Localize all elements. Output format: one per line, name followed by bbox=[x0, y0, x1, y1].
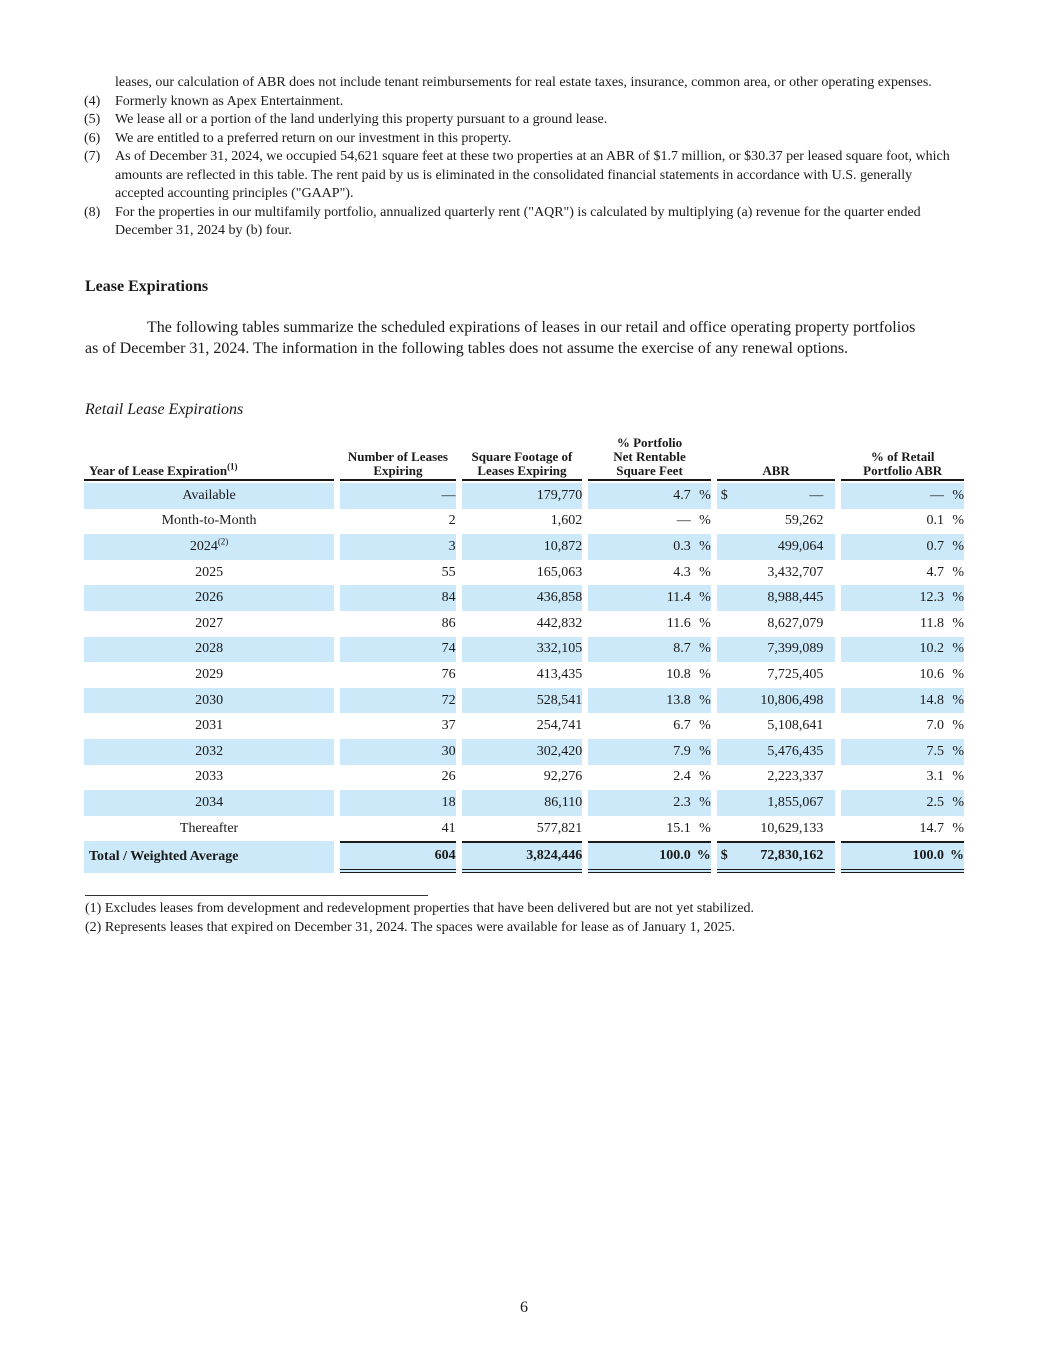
cell-sqft: 442,832 bbox=[536, 615, 583, 631]
cell-pct-abr: 10.6 % bbox=[919, 666, 964, 682]
cell-leases: 30 bbox=[340, 739, 456, 765]
cell-year: 2034 bbox=[84, 790, 334, 816]
cell-abr: $ 72,830,162 bbox=[717, 841, 836, 873]
cell-sqft: 436,858 bbox=[462, 585, 583, 611]
cell-pct-sqft: 13.8 % bbox=[588, 688, 711, 714]
note-item bbox=[84, 204, 964, 241]
cell-sqft: 179,770 bbox=[462, 483, 583, 509]
note-text: We lease all or a portion of the land underlying this property pursuant to a ground lease. bbox=[115, 112, 608, 127]
cell-abr: 7,725,405 bbox=[767, 666, 824, 682]
note-text: For the properties in our multifamily portfolio, annualized quarterly rent ("AQR") is calculated by multiplying (a) revenue for the quarter ended December 31, 2024 by (b) four. bbox=[115, 204, 921, 238]
cell-pct-sqft: 2.3 % bbox=[588, 790, 711, 816]
intro-paragraph: The following tables summarize the scheduled expirations of leases in our retail and office operating property portfolios as of December 31, 2024. The information in the following tables does not assume the exercise of any renewal options. bbox=[85, 319, 916, 357]
cell-abr: 8,627,079 bbox=[767, 615, 824, 631]
cell-pct-sqft: 11.6 % bbox=[666, 615, 711, 631]
cell-sqft: 413,435 bbox=[536, 666, 583, 682]
cell-year: Total / Weighted Average bbox=[84, 841, 334, 873]
cell-pct-sqft: 100.0 % bbox=[588, 841, 711, 873]
table-total-row bbox=[84, 841, 964, 873]
cell-pct-abr: — % bbox=[841, 483, 964, 509]
cell-leases: — bbox=[340, 483, 456, 509]
table-row bbox=[84, 790, 964, 816]
cell-pct-sqft: 4.3 % bbox=[673, 564, 711, 580]
note-number: (7) bbox=[84, 149, 101, 164]
note-number: (6) bbox=[84, 130, 101, 146]
footnote-divider bbox=[85, 895, 428, 896]
cell-pct-sqft: 8.7 % bbox=[588, 637, 711, 663]
note-text: As of December 31, 2024, we occupied 54,621 square feet at these two properties at an ABR of $1.7 million, or $30.37 per leased square foot, which amounts are reflected in this table. The rent paid by us is eliminated in the consolidated financial statements in accordance with U.S. generally accepted accounting principles ("GAAP"). bbox=[115, 149, 950, 201]
cell-pct-sqft: 15.1 % bbox=[666, 820, 711, 836]
cell-pct-abr: 100.0 % bbox=[841, 841, 964, 873]
table-row bbox=[84, 585, 964, 611]
cell-pct-sqft: 2.4 % bbox=[673, 769, 711, 785]
table-row bbox=[84, 534, 964, 560]
cell-abr: 5,476,435 bbox=[717, 739, 836, 765]
table-row bbox=[84, 483, 964, 509]
cell-year: 2025 bbox=[195, 564, 224, 580]
cell-pct-sqft: 4.7 % bbox=[588, 483, 711, 509]
cell-year: 2032 bbox=[84, 739, 334, 765]
cell-pct-abr: 14.7 % bbox=[919, 820, 964, 836]
cell-abr: 7,399,089 bbox=[717, 637, 836, 663]
cell-pct-sqft: 7.9 % bbox=[588, 739, 711, 765]
header-sqft: Square Footage of Leases Expiring bbox=[462, 436, 583, 483]
cell-leases: 84 bbox=[340, 585, 456, 611]
note-item bbox=[84, 74, 964, 93]
cell-pct-abr: 2.5 % bbox=[841, 790, 964, 816]
cell-pct-abr: 4.7 % bbox=[926, 564, 964, 580]
cell-pct-abr: 3.1 % bbox=[926, 769, 964, 785]
cell-pct-sqft: 11.4 % bbox=[588, 585, 711, 611]
cell-sqft: 332,105 bbox=[462, 637, 583, 663]
note-number: (4) bbox=[84, 93, 101, 109]
cell-sqft: 86,110 bbox=[462, 790, 583, 816]
cell-sqft: 92,276 bbox=[543, 769, 583, 785]
cell-pct-sqft: 0.3 % bbox=[588, 534, 711, 560]
cell-abr: 2,223,337 bbox=[767, 769, 824, 785]
table-row bbox=[84, 509, 964, 535]
note-item bbox=[84, 111, 964, 130]
cell-leases: 3 bbox=[340, 534, 456, 560]
cell-leases: 72 bbox=[340, 688, 456, 714]
continued-notes bbox=[84, 74, 964, 241]
cell-leases: 18 bbox=[340, 790, 456, 816]
header-pct-abr: % of Retail Portfolio ABR bbox=[841, 436, 964, 483]
retail-lease-expirations-table bbox=[84, 436, 964, 873]
cell-abr: 499,064 bbox=[717, 534, 836, 560]
table-row bbox=[84, 713, 964, 739]
cell-leases: 74 bbox=[340, 637, 456, 663]
cell-abr: 10,629,133 bbox=[760, 820, 824, 836]
cell-year: 2031 bbox=[195, 718, 224, 734]
cell-abr: 8,988,445 bbox=[717, 585, 836, 611]
cell-leases: 37 bbox=[441, 718, 456, 734]
cell-abr: 59,262 bbox=[784, 513, 824, 529]
footnote-2: (2) Represents leases that expired on December 31, 2024. The spaces were available for lease as of January 1, 2025. bbox=[85, 919, 736, 935]
cell-leases: 26 bbox=[441, 769, 456, 785]
cell-pct-abr: 0.7 % bbox=[841, 534, 964, 560]
cell-sqft: 254,741 bbox=[536, 718, 583, 734]
cell-abr: 3,432,707 bbox=[767, 564, 824, 580]
cell-sqft: 577,821 bbox=[536, 820, 583, 836]
table-title: Retail Lease Expirations bbox=[85, 401, 244, 418]
header-abr: ABR bbox=[717, 436, 836, 483]
cell-abr: 1,855,067 bbox=[717, 790, 836, 816]
cell-sqft: 10,872 bbox=[462, 534, 583, 560]
cell-leases: 55 bbox=[441, 564, 456, 580]
footnotes bbox=[85, 900, 754, 937]
note-item bbox=[84, 93, 964, 112]
table-header-row bbox=[84, 436, 964, 483]
cell-leases: 604 bbox=[340, 841, 456, 873]
note-text: Formerly known as Apex Entertainment. bbox=[115, 93, 344, 109]
cell-leases: 86 bbox=[441, 615, 456, 631]
note-number: (8) bbox=[84, 204, 101, 220]
note-text: leases, our calculation of ABR does not include tenant reimbursements for real estate taxes, insurance, common area, or other operating expenses. bbox=[115, 75, 932, 90]
table-row bbox=[84, 739, 964, 765]
cell-pct-abr: 7.5 % bbox=[841, 739, 964, 765]
footnote-1: (1) Excludes leases from development and redevelopment properties that have been delivered but are not yet stabilized. bbox=[85, 901, 755, 916]
cell-leases: 76 bbox=[441, 666, 456, 682]
cell-year: Available bbox=[84, 483, 334, 509]
cell-pct-abr: 12.3 % bbox=[841, 585, 964, 611]
cell-year: Thereafter bbox=[179, 820, 239, 836]
header-pct-sqft: % Portfolio Net Rentable Square Feet bbox=[588, 436, 711, 483]
cell-year: 2027 bbox=[195, 615, 224, 631]
note-item bbox=[84, 148, 964, 204]
cell-leases: 41 bbox=[441, 820, 456, 836]
cell-abr: 10,806,498 bbox=[717, 688, 836, 714]
table-row bbox=[84, 637, 964, 663]
page-number: 6 bbox=[520, 1299, 528, 1316]
cell-year: Month-to-Month bbox=[161, 513, 257, 529]
cell-sqft: 1,602 bbox=[550, 513, 583, 529]
table-row bbox=[84, 662, 964, 688]
table-row bbox=[84, 765, 964, 791]
header-year: Year of Lease Expiration$^{(1)}$ bbox=[84, 436, 334, 483]
note-item bbox=[84, 130, 964, 149]
cell-year: 2024$^{(2)}$ bbox=[84, 534, 334, 560]
table-row bbox=[84, 816, 964, 842]
table-row bbox=[84, 611, 964, 637]
cell-pct-sqft: 6.7 % bbox=[673, 718, 711, 734]
cell-abr: $ — bbox=[717, 483, 836, 509]
cell-pct-abr: 10.2 % bbox=[841, 637, 964, 663]
cell-year: 2033 bbox=[195, 769, 224, 785]
header-leases: Number of Leases Expiring bbox=[340, 436, 456, 483]
cell-year: 2026 bbox=[84, 585, 334, 611]
cell-pct-sqft: 10.8 % bbox=[666, 666, 711, 682]
cell-leases: 2 bbox=[448, 513, 456, 529]
section-heading: Lease Expirations bbox=[85, 278, 209, 295]
cell-sqft: 528,541 bbox=[462, 688, 583, 714]
cell-sqft: 165,063 bbox=[536, 564, 583, 580]
cell-year: 2030 bbox=[84, 688, 334, 714]
note-text: We are entitled to a preferred return on our investment in this property. bbox=[115, 130, 512, 146]
table-row bbox=[84, 560, 964, 586]
cell-pct-abr: 7.0 % bbox=[926, 718, 964, 734]
cell-pct-abr: 0.1 % bbox=[926, 513, 964, 529]
cell-sqft: 302,420 bbox=[462, 739, 583, 765]
cell-sqft: 3,824,446 bbox=[462, 841, 583, 873]
cell-pct-abr: 11.8 % bbox=[920, 615, 964, 631]
cell-pct-sqft: — % bbox=[676, 513, 711, 529]
table-row bbox=[84, 688, 964, 714]
cell-year: 2029 bbox=[195, 666, 224, 682]
cell-pct-abr: 14.8 % bbox=[841, 688, 964, 714]
cell-year: 2028 bbox=[84, 637, 334, 663]
cell-abr: 5,108,641 bbox=[767, 718, 824, 734]
note-number: (5) bbox=[84, 112, 101, 127]
